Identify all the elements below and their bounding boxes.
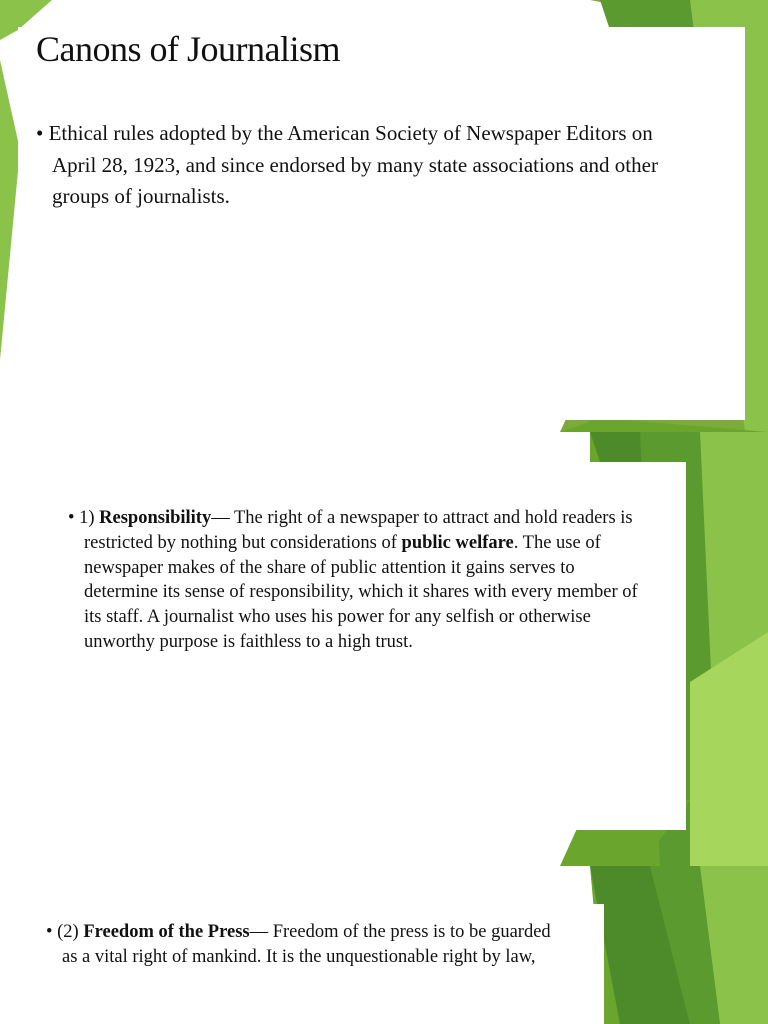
content-panel [18,27,745,420]
bullet-item-freedom-of-press [46,920,566,970]
canon-text: — Freedom of the press is to be guarded as a vital right of mankind. It is the unquestionable right by law, [62,922,551,967]
canon-term: Freedom of the Press [83,922,250,942]
canon-text-b: . The use of newspaper makes of the share of public attention it gains serves to determine its sense of responsibility, which it shares with every member of its staff. A journalist who uses his power for any selfish or otherwise unworthy purpose is faithless to a high trust. [84,532,638,652]
canon-number: 1) [79,508,95,528]
slide-1 [0,0,768,432]
slide-3 [0,866,768,1024]
bullet-item [36,118,686,213]
slide-2 [0,432,768,866]
bullet-marker: • [36,121,44,145]
bullet-item-responsibility [68,506,648,655]
bullet-text [68,506,648,655]
bullet-marker: • [46,922,53,942]
canon-emphasis: public welfare [401,532,514,553]
bullet-text [46,920,566,970]
slide-title: Canons of Journalism [36,29,340,69]
bullet-body: Ethical rules adopted by the American Society of Newspaper Editors on April 28, 1923, and since endorsed by many state associations and other groups of journalists. [48,121,658,208]
canon-number: (2) [57,922,79,942]
bullet-marker: • [68,508,75,528]
canon-text-a: — The right of a newspaper to attract and hold readers is restricted by nothing but considerations of [84,508,633,553]
bullet-text [36,118,686,213]
canon-term: Responsibility [99,508,212,528]
